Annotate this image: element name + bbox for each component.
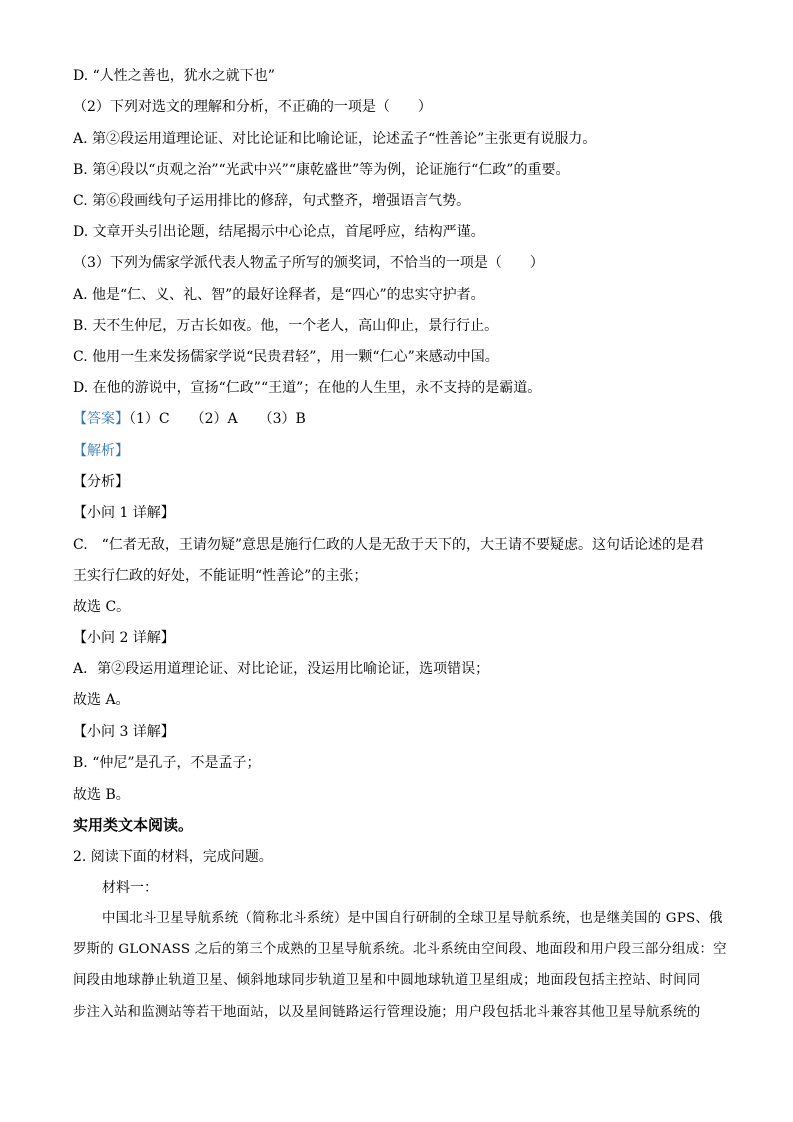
sub2-line1: A．第②段运用道理论证、对比论证，没运用比喻论证，选项错误；: [73, 661, 490, 677]
material-paragraph-line4: 步注入站和监测站等若干地面站，以及星间链路运行管理设施；用户段包括北斗兼容其他卫星导航系统的: [73, 1005, 701, 1020]
q2-option-a: A. 第②段运用道理论证、对比论证和比喻论证，论述孟子“性善论”主张更有说服力。: [73, 131, 597, 147]
q2-option-d: D. 文章开头引出论题，结尾揭示中心论点，首尾呼应，结构严谨。: [73, 224, 485, 240]
q3-option-b: B. 天不生仲尼，万古长如夜。他，一个老人，高山仰止，景行行止。: [73, 318, 499, 334]
answer-text: （1）C （2）A （3）B: [129, 411, 306, 427]
q2-stem: （2）下列对选文的理解和分析，不正确的一项是（ ）: [73, 99, 432, 115]
sub2-choice: 故选 A。: [73, 692, 130, 708]
section-title: 实用类文本阅读。: [73, 816, 194, 834]
sub1-label: 【小问 1 详解】: [73, 505, 175, 521]
analysis-label: 【解析】: [73, 443, 129, 459]
q2-option-b: B. 第④段以“贞观之治”“光武中兴”“康乾盛世”等为例，论证施行“仁政”的重要。: [73, 162, 570, 178]
q1-option-d: D. “人性之善也，犹水之就下也”: [73, 68, 275, 84]
material-paragraph-line1: 中国北斗卫星导航系统（简称北斗系统）是中国自行研制的全球卫星导航系统，也是继美国的 GPS、俄: [102, 911, 723, 926]
sub2-label: 【小问 2 详解】: [73, 630, 175, 646]
sub1-line1: C. “仁者无敌，王请勿疑”意思是施行仁政的人是无敌于天下的，大王请不要疑虑。这句话论述的是君: [73, 537, 704, 553]
q3-option-c: C. 他用一生来发扬儒家学说“民贵君轻”，用一颗“仁心”来感动中国。: [73, 349, 499, 365]
answer-label: 【答案】: [73, 411, 129, 427]
material-label: 材料一：: [102, 880, 158, 896]
sub3-label: 【小问 3 详解】: [73, 724, 175, 740]
q3-option-d: D. 在他的游说中，宣扬“仁政”“王道”；在他的人生里，永不支持的是霸道。: [73, 380, 542, 396]
material-paragraph-line2: 罗斯的 GLONASS 之后的第三个成熟的卫星导航系统。北斗系统由空间段、地面段和用户段三部分组成：空: [73, 942, 727, 957]
question-2-stem: 2. 阅读下面的材料，完成问题。: [73, 849, 273, 865]
sub1-choice: 故选 C。: [73, 599, 131, 615]
sub3-line1: B. “仲尼”是孔子，不是孟子；: [73, 755, 261, 771]
q3-stem: （3）下列为儒家学派代表人物孟子所写的颁奖词，不恰当的一项是（ ）: [73, 255, 544, 271]
sub1-line2: 王实行仁政的好处，不能证明“性善论”的主张；: [73, 568, 368, 584]
answer-line: [73, 409, 306, 429]
q2-option-c: C. 第⑥段画线句子运用排比的修辞，句式整齐，增强语言气势。: [73, 193, 471, 209]
sub3-choice: 故选 B。: [73, 787, 130, 803]
q3-option-a: A. 他是“仁、义、礼、智”的最好诠释者，是“四心”的忠实守护者。: [73, 287, 485, 303]
fenxi-label: 【分析】: [73, 474, 129, 490]
material-paragraph-line3: 间段由地球静止轨道卫星、倾斜地球同步轨道卫星和中圆地球轨道卫星组成；地面段包括主控站、时间同: [73, 973, 701, 988]
